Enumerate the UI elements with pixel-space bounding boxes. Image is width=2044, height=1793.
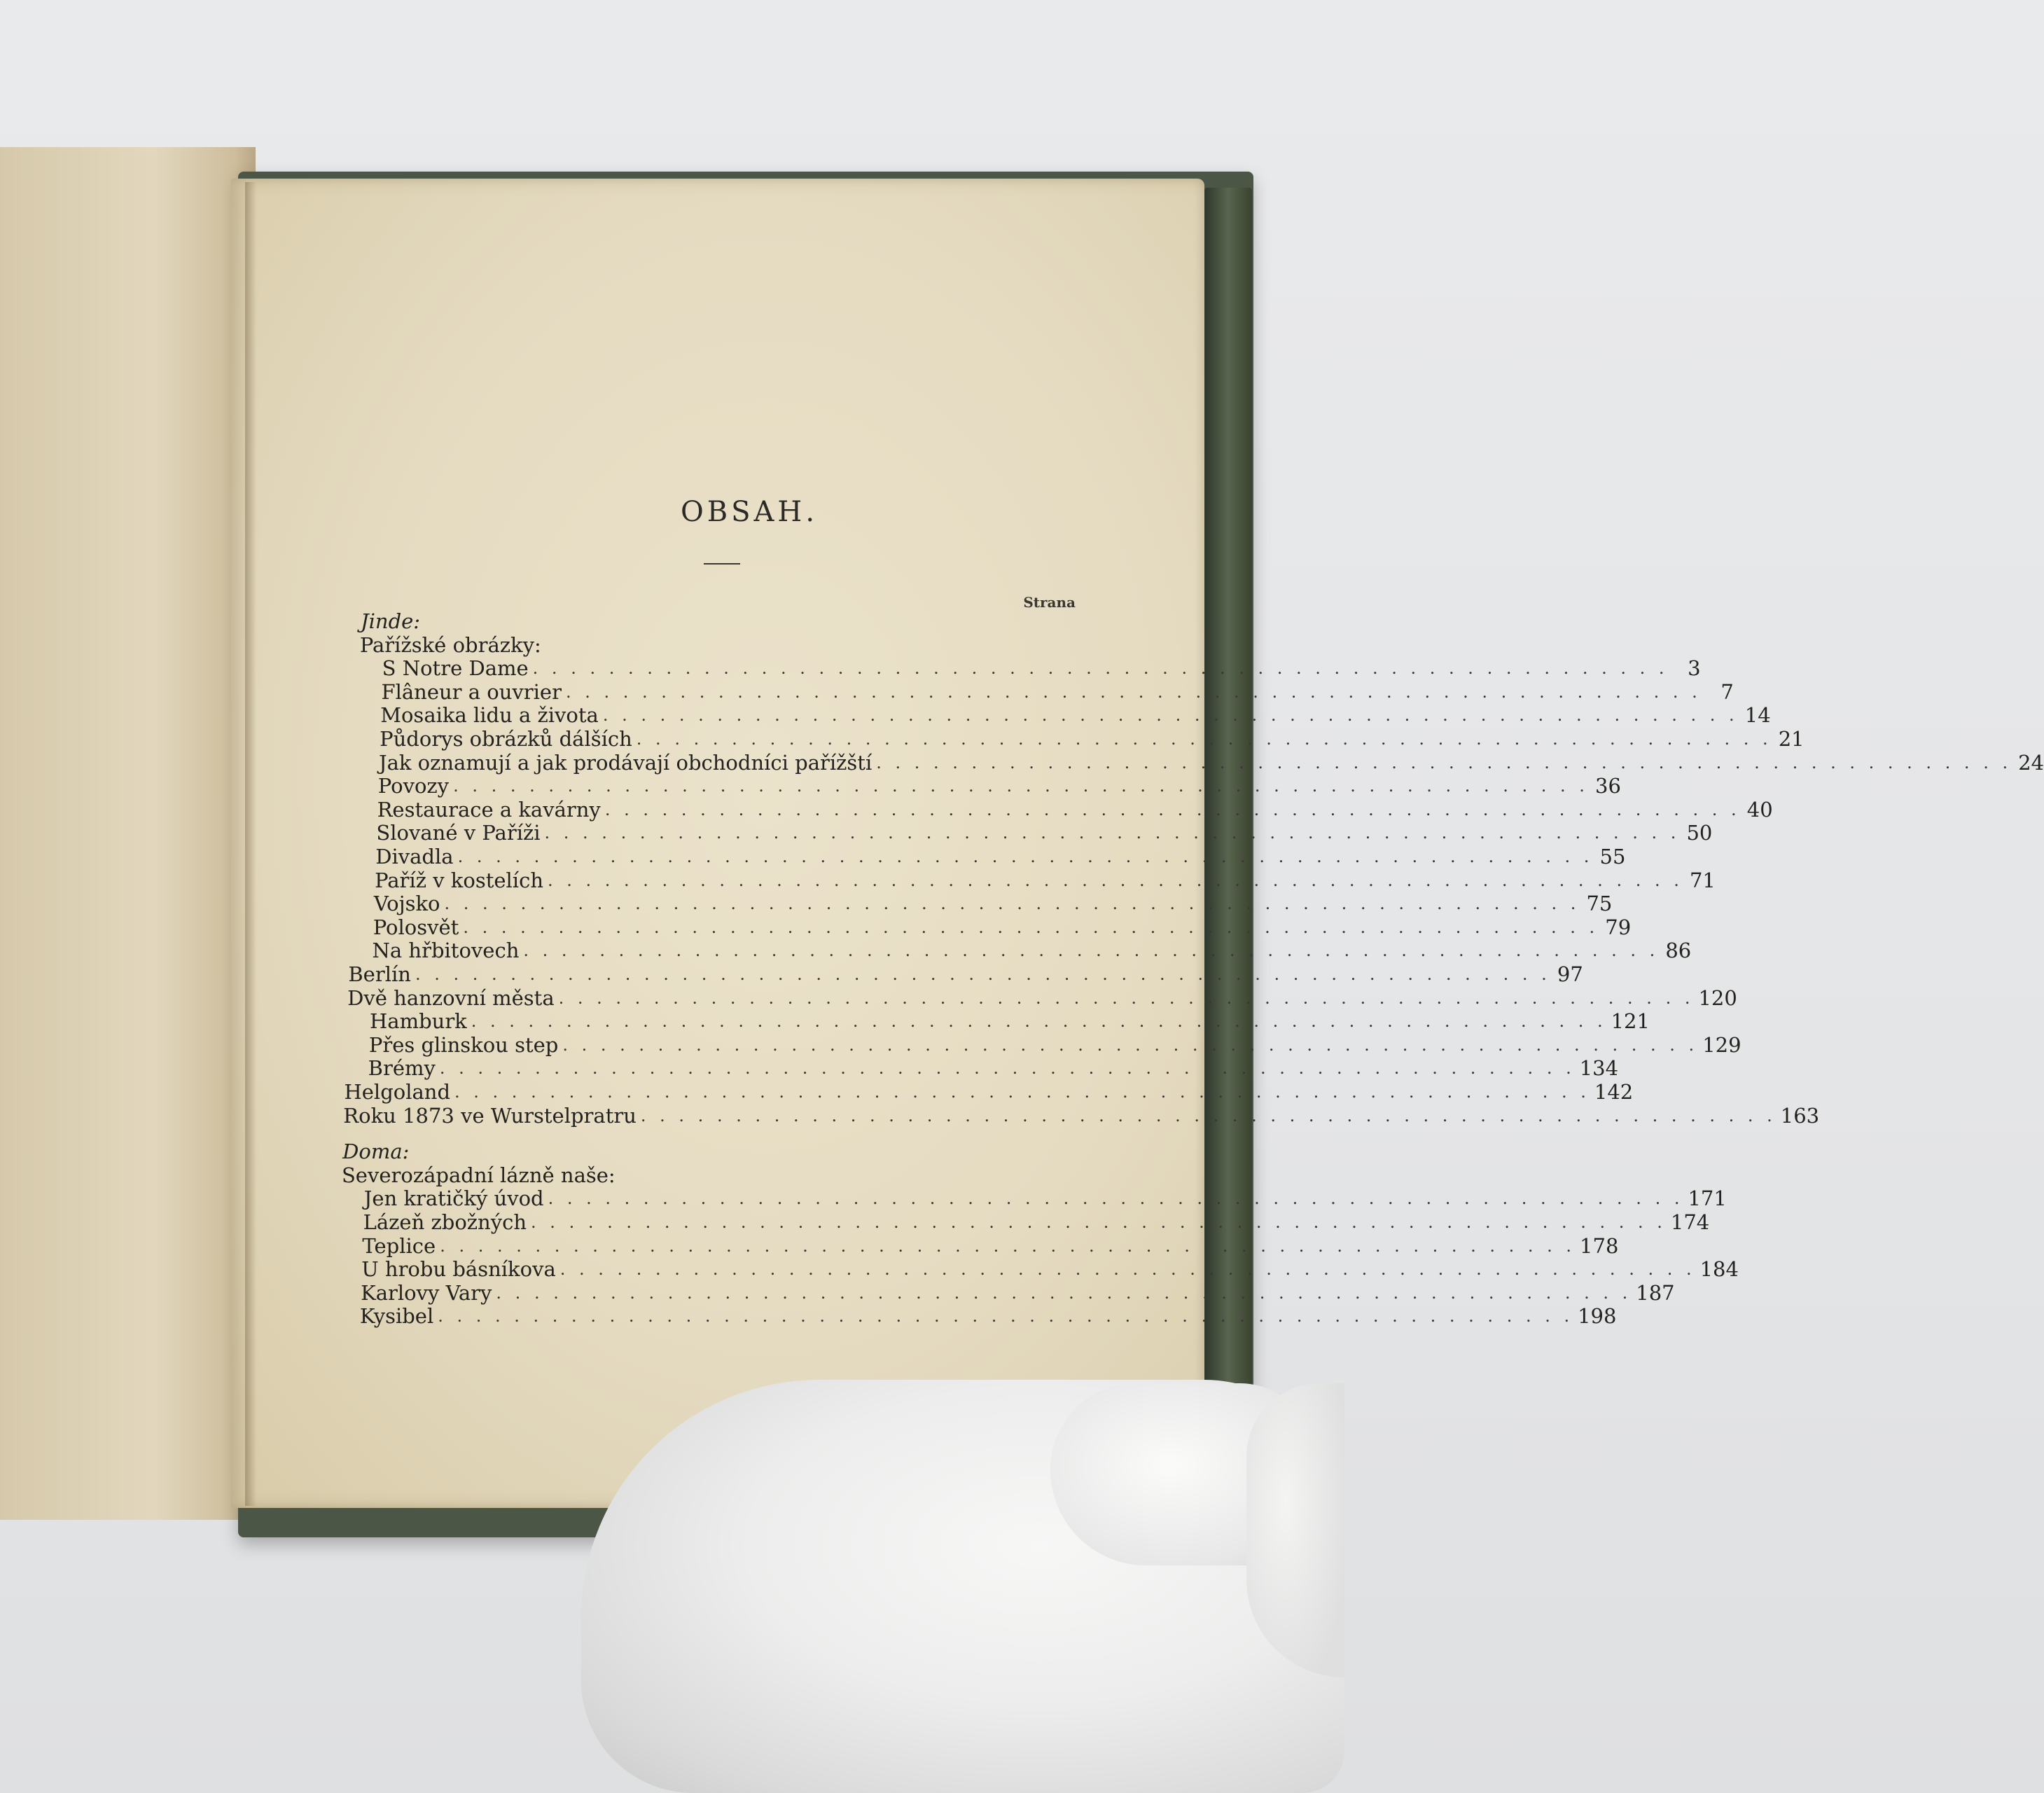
dot-leader: . . . . . . . . . . . . . . . . . . . . . . . . . . . . . . . . . . . . . . . . . . . . . . . . . . . . . . . . . . . . <box>439 1058 1576 1079</box>
dot-leader: . . . . . . . . . . . . . . . . . . . . . . . . . . . . . . . . . . . . . . . . . . . . . . . . . . . . . . . . . . . . <box>548 870 1683 890</box>
entry-title: Jen kratičký úvod <box>363 1186 544 1211</box>
dot-leader: . . . . . . . . . . . . . . . . . . . . . . . . . . . . . . . . . . . . . . . . . . . . . . . . . . . . . . . . . . . . <box>454 1082 1590 1102</box>
dot-leader: . . . . . . . . . . . . . . . . . . . . . . . . . . . . . . . . . . . . . . . . . . . . . . . . . . . . . . . . . . . . <box>444 894 1580 914</box>
entry-title: Dvě hanzovní města <box>347 985 555 1010</box>
toc-entry <box>375 868 1716 892</box>
page-number: 50 <box>1686 821 1713 845</box>
toc-entry <box>377 774 1621 798</box>
page-number: 174 <box>1670 1210 1710 1234</box>
page-number: 134 <box>1579 1056 1619 1081</box>
group-heading <box>360 633 1071 657</box>
toc-entry <box>359 1304 1617 1329</box>
page-number: 163 <box>1780 1103 1820 1128</box>
entry-title: U hrobu básníkova <box>361 1257 556 1282</box>
dot-leader: . . . . . . . . . . . . . . . . . . . . . . . . . . . . . . . . . . . . . . . . . . . . . . . . . . . . . . . . . . . . <box>496 1282 1632 1303</box>
dot-leader: . . . . . . . . . . . . . . . . . . . . . . . . . . . . . . . . . . . . . . . . . . . . . . . . . . . . . . . . . . . . <box>562 1034 1699 1055</box>
toc-entry <box>348 962 1583 986</box>
page-number: 40 <box>1746 797 1773 822</box>
entry-title: Polosvět <box>373 915 459 939</box>
dot-leader: . . . . . . . . . . . . . . . . . . . . . . . . . . . . . . . . . . . . . . . . . . . . . . . . . . . . . . . . . . . . <box>523 941 1660 961</box>
toc-entry <box>382 656 1701 681</box>
dot-leader: . . . . . . . . . . . . . . . . . . . . . . . . . . . . . . . . . . . . . . . . . . . . . . . . . . . . . . . . . . . . <box>640 1105 1777 1126</box>
page-number: 55 <box>1599 845 1626 868</box>
toc-entry <box>344 1080 1634 1104</box>
toc-entry <box>368 1056 1619 1081</box>
page-number: 71 <box>1689 868 1716 892</box>
entry-title: Doma: <box>342 1140 410 1164</box>
group-heading <box>342 1163 1052 1187</box>
page-number: 79 <box>1605 915 1632 939</box>
toc-entry <box>375 845 1626 868</box>
dot-leader: . . . . . . . . . . . . . . . . . . . . . . . . . . . . . . . . . . . . . . . . . . . . . . . . . . . . . . . . . . . . <box>471 1011 1607 1032</box>
page-number: 3 <box>1688 656 1701 681</box>
entry-title: Pařížské obrázky: <box>359 632 541 657</box>
toc-entry <box>380 703 1771 728</box>
toc-entry <box>363 1186 1727 1211</box>
section-heading <box>342 1140 1053 1163</box>
entry-title: Paříž v kostelích <box>375 868 543 892</box>
dot-leader: . . . . . . . . . . . . . . . . . . . . . . . . . . . . . . . . . . . . . . . . . . . . . . . . . . . . . . . . . . . . <box>876 752 2012 773</box>
dot-leader: . . . . . . . . . . . . . . . . . . . . . . . . . . . . . . . . . . . . . . . . . . . . . . . . . . . . . . . . . . . . <box>559 1259 1696 1280</box>
toc-entry <box>361 1280 1675 1305</box>
page-number: 198 <box>1578 1304 1617 1329</box>
page-number: 36 <box>1595 774 1621 798</box>
page-title: OBSAH. <box>680 496 819 528</box>
toc-entry <box>361 1257 1739 1282</box>
entry-title: Povozy <box>377 774 450 798</box>
page-number: 120 <box>1698 985 1737 1010</box>
page-number: 86 <box>1665 939 1692 963</box>
entry-title: Restaurace a kavárny <box>377 797 601 822</box>
toc-entry <box>372 939 1692 963</box>
toc-entry <box>370 1009 1650 1034</box>
page-number: 171 <box>1688 1186 1727 1211</box>
entry-title: Kysibel <box>359 1304 434 1329</box>
page-number: 24 <box>2018 750 2044 775</box>
page-number: 187 <box>1636 1280 1675 1305</box>
toc-entry <box>368 1032 1741 1057</box>
toc-entry <box>376 821 1713 845</box>
dot-leader: . . . . . . . . . . . . . . . . . . . . . . . . . . . . . . . . . . . . . . . . . . . . . . . . . . . . . . . . . . . . <box>558 988 1695 1008</box>
dot-leader: . . . . . . . . . . . . . . . . . . . . . . . . . . . . . . . . . . . . . . . . . . . . . . . . . . . . . . . . . . . . <box>463 917 1599 937</box>
entry-title: Hamburk <box>370 1009 467 1034</box>
entry-title: Vojsko <box>373 892 440 916</box>
page-number: 21 <box>1778 727 1805 751</box>
entry-title: Roku 1873 ve Wurstelpratru <box>343 1103 637 1128</box>
page-number: 97 <box>1557 962 1583 986</box>
toc-entry <box>343 1103 1820 1128</box>
dot-leader: . . . . . . . . . . . . . . . . . . . . . . . . . . . . . . . . . . . . . . . . . . . . . . . . . . . . . . . . . . . . <box>415 964 1551 984</box>
dot-leader: . . . . . . . . . . . . . . . . . . . . . . . . . . . . . . . . . . . . . . . . . . . . . . . . . . . . . . . . . . . . <box>636 729 1772 749</box>
entry-title: Brémy <box>368 1056 436 1081</box>
dot-leader: . . . . . . . . . . . . . . . . . . . . . . . . . . . . . . . . . . . . . . . . . . . . . . . . . . . . . . . . . . . . <box>548 1189 1684 1209</box>
toc-entry <box>363 1210 1710 1234</box>
page-number: 142 <box>1594 1080 1634 1104</box>
entry-title: S Notre Dame <box>382 656 529 681</box>
section-heading <box>361 609 1071 633</box>
toc-entry <box>347 985 1737 1010</box>
dot-leader: . . . . . . . . . . . . . . . . . . . . . . . . . . . . . . . . . . . . . . . . . . . . . . . . . . . . . . . . . . . . <box>604 799 1741 819</box>
entry-title: Jinde: <box>361 609 421 633</box>
entry-title: Flâneur a ouvrier <box>381 679 562 704</box>
page-number: 129 <box>1702 1032 1741 1057</box>
dot-leader: . . . . . . . . . . . . . . . . . . . . . . . . . . . . . . . . . . . . . . . . . . . . . . . . . . . . . . . . . . . . <box>531 1212 1667 1232</box>
toc-entry <box>381 679 1734 704</box>
dot-leader: . . . . . . . . . . . . . . . . . . . . . . . . . . . . . . . . . . . . . . . . . . . . . . . . . . . . . . . . . . . . <box>440 1235 1576 1256</box>
entry-title: Severozápadní lázně naše: <box>341 1163 616 1187</box>
toc-entry <box>377 797 1773 822</box>
column-header: Strana <box>1023 594 1076 611</box>
entry-title: Půdorys obrázků dálších <box>380 727 632 751</box>
page-number: 184 <box>1699 1257 1739 1282</box>
entry-title: Slované v Paříži <box>376 821 541 845</box>
entry-title: Přes glinskou step <box>368 1032 559 1057</box>
entry-title: Jak oznamují a jak prodávají obchodníci pařížští <box>378 750 872 775</box>
entry-title: Karlovy Vary <box>361 1280 492 1305</box>
dot-leader: . . . . . . . . . . . . . . . . . . . . . . . . . . . . . . . . . . . . . . . . . . . . . . . . . . . . . . . . . . . . <box>565 681 1702 702</box>
dot-leader: . . . . . . . . . . . . . . . . . . . . . . . . . . . . . . . . . . . . . . . . . . . . . . . . . . . . . . . . . . . . <box>457 847 1594 866</box>
page-number: 121 <box>1611 1009 1650 1034</box>
dot-leader: . . . . . . . . . . . . . . . . . . . . . . . . . . . . . . . . . . . . . . . . . . . . . . . . . . . . . . . . . . . . <box>438 1306 1574 1327</box>
entry-title: Divadla <box>375 845 454 868</box>
toc-entry <box>362 1233 1619 1258</box>
entry-title: Helgoland <box>344 1080 451 1104</box>
toc-entry <box>380 727 1805 751</box>
entry-title: Berlín <box>348 962 411 986</box>
page-number: 75 <box>1586 892 1613 916</box>
page-number: 178 <box>1580 1233 1619 1258</box>
entry-title: Teplice <box>362 1233 436 1258</box>
entry-title: Lázeň zbožných <box>363 1210 527 1234</box>
dot-leader: . . . . . . . . . . . . . . . . . . . . . . . . . . . . . . . . . . . . . . . . . . . . . . . . . . . . . . . . . . . . <box>544 823 1681 843</box>
entry-title: Mosaika lidu a života <box>380 703 599 728</box>
page-number: 14 <box>1744 703 1771 728</box>
dot-leader: . . . . . . . . . . . . . . . . . . . . . . . . . . . . . . . . . . . . . . . . . . . . . . . . . . . . . . . . . . . . <box>532 658 1669 679</box>
toc-entry <box>373 915 1632 939</box>
dot-leader: . . . . . . . . . . . . . . . . . . . . . . . . . . . . . . . . . . . . . . . . . . . . . . . . . . . . . . . . . . . . <box>453 776 1589 796</box>
entry-title: Na hřbitovech <box>372 939 520 963</box>
toc-entry <box>378 750 2044 775</box>
toc-entry <box>373 892 1613 916</box>
page-number: 7 <box>1720 679 1734 704</box>
dot-leader: . . . . . . . . . . . . . . . . . . . . . . . . . . . . . . . . . . . . . . . . . . . . . . . . . . . . . . . . . . . . <box>602 705 1739 726</box>
